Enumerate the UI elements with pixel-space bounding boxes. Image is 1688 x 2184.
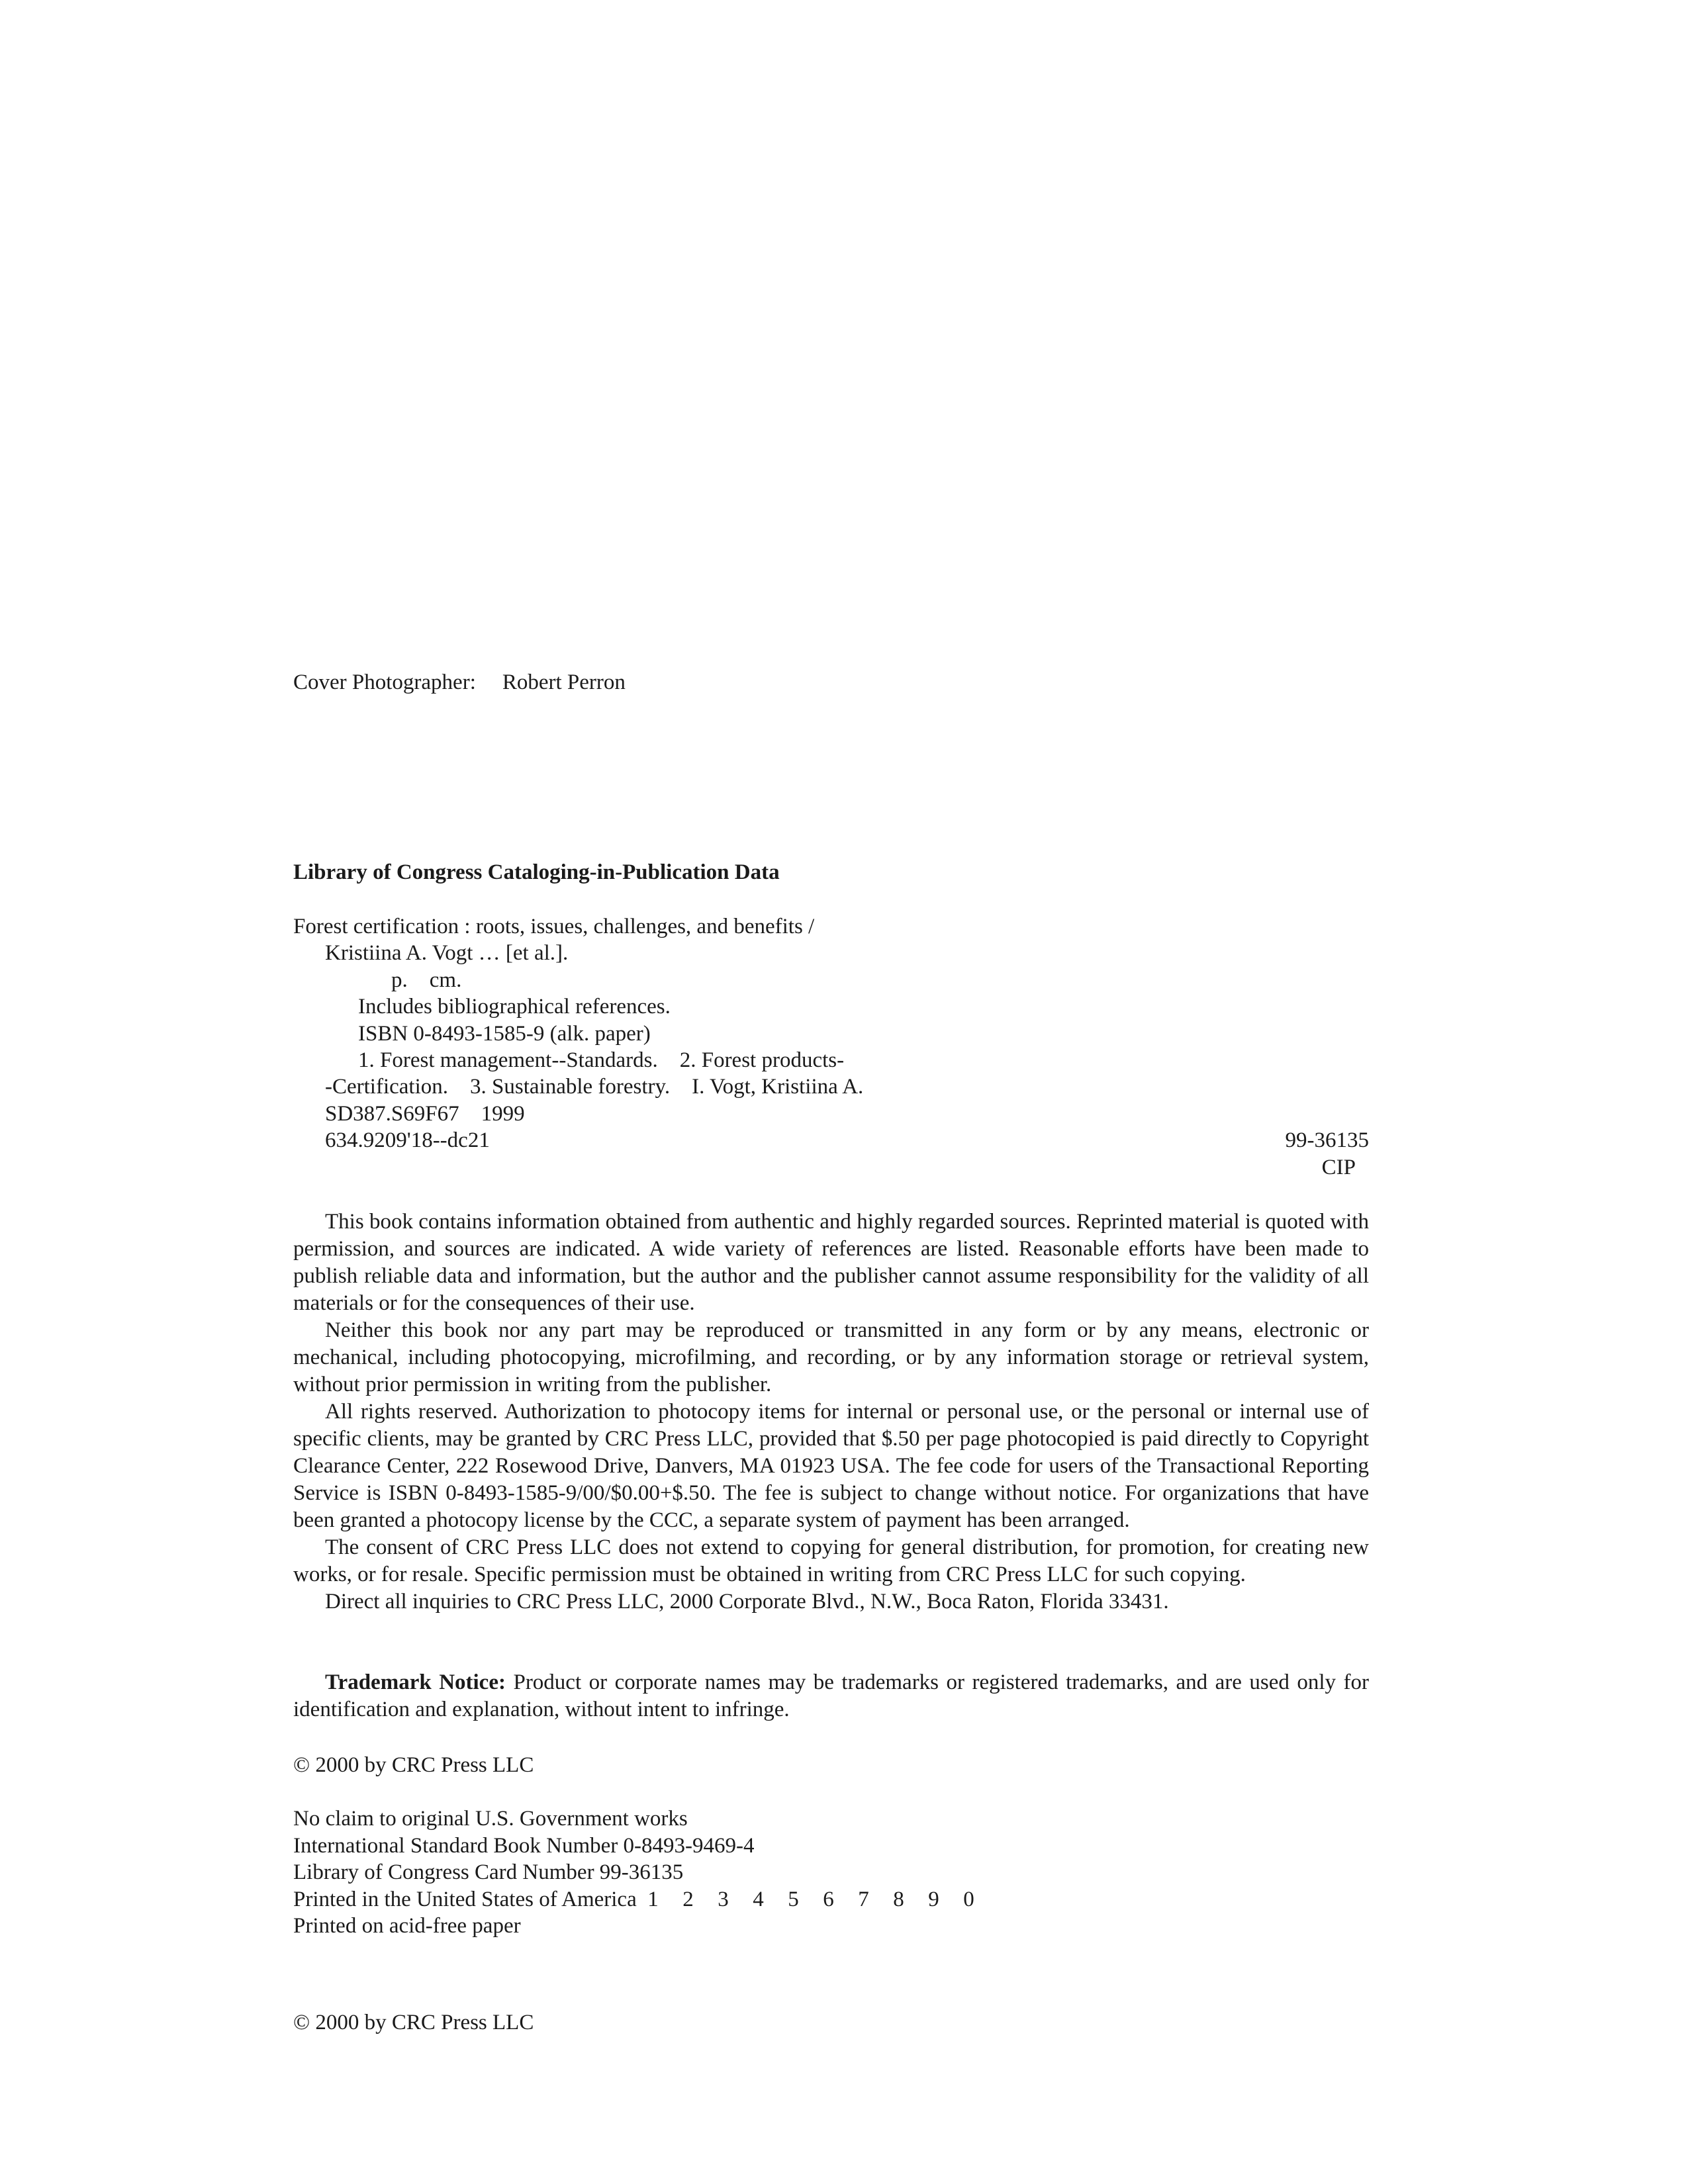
copyright-line: © 2000 by CRC Press LLC bbox=[293, 1753, 534, 1777]
isbn-line: International Standard Book Number 0-8493-9469-4 bbox=[293, 1834, 755, 1858]
cip-tag: CIP bbox=[1321, 1156, 1356, 1179]
printed-in-line bbox=[293, 1886, 974, 1913]
lccn-line: Library of Congress Card Number 99-36135 bbox=[293, 1860, 684, 1884]
paragraph-sources: This book contains information obtained from authentic and highly regarded sources. Reprinted material is quoted with permission, and sources are indicated. A wide variety of references are listed. Reasonable efforts have been made to publish reliable data and information, but the author and the publisher cannot assume responsibility for the validity of all materials or for the consequences of their use. bbox=[293, 1210, 1369, 1315]
cip-subjects-line-2: -Certification. 3. Sustainable forestry. I. Vogt, Kristiina A. bbox=[325, 1075, 864, 1099]
cover-photographer-line bbox=[293, 668, 626, 696]
cip-title-line: Forest certification : roots, issues, challenges, and benefits / bbox=[293, 915, 815, 938]
cip-isbn-line: ISBN 0-8493-1585-9 (alk. paper) bbox=[358, 1022, 651, 1046]
trademark-notice bbox=[293, 1669, 1369, 1723]
cover-photographer-name: Robert Perron bbox=[502, 670, 626, 694]
cip-heading: Library of Congress Cataloging-in-Publication Data bbox=[293, 860, 780, 884]
cip-lccn: 99-36135 bbox=[1285, 1128, 1369, 1152]
paragraph-inquiries: Direct all inquiries to CRC Press LLC, 2000 Corporate Blvd., N.W., Boca Raton, Florida 33431. bbox=[325, 1590, 1169, 1614]
cip-biblio-line: Includes bibliographical references. bbox=[358, 995, 671, 1019]
paragraph-consent: The consent of CRC Press LLC does not extend to copying for general distribution, for promotion, for creating new works, or for resale. Specific permission must be obtained in writing from CRC Press LLC for such copying. bbox=[293, 1535, 1369, 1586]
cover-photographer-label: Cover Photographer: bbox=[293, 670, 476, 694]
trademark-text: Product or corporate names may be trademarks or registered trademarks, and are used only for identification and explanation, without intent to infringe. bbox=[293, 1670, 1369, 1721]
trademark-label: Trademark Notice: bbox=[325, 1670, 506, 1694]
trademark-paragraph bbox=[293, 1669, 1369, 1723]
cip-subjects-line-1: 1. Forest management--Standards. 2. Forest products- bbox=[358, 1048, 845, 1072]
cip-author-line: Kristiina A. Vogt … [et al.]. bbox=[325, 941, 569, 965]
cip-call-number: SD387.S69F67 1999 bbox=[325, 1102, 525, 1126]
gov-works-line: No claim to original U.S. Government works bbox=[293, 1807, 688, 1831]
footer-copyright: © 2000 by CRC Press LLC bbox=[293, 2011, 534, 2034]
paragraph-reproduction: Neither this book nor any part may be reproduced or transmitted in any form or by any means, electronic or mechanical, including photocopying, microfilming, and recording, or by any information storage or retrieval system, without prior permission in writing from the publisher. bbox=[293, 1318, 1369, 1396]
cip-pages-line: p. cm. bbox=[391, 968, 462, 992]
printed-in-label: Printed in the United States of America bbox=[293, 1888, 637, 1911]
rights-paragraphs bbox=[293, 1208, 1369, 1615]
print-run-digits: 1 2 3 4 5 6 7 8 9 0 bbox=[647, 1888, 974, 1911]
paragraph-authorization: All rights reserved. Authorization to photocopy items for internal or personal use, or the personal or internal use of specific clients, may be granted by CRC Press LLC, provided that $.50 per page photocopied is paid directly to Copyright Clearance Center, 222 Rosewood Drive, Danvers, MA 01923 USA. The fee code for users of the Transactional Reporting Service is ISBN 0-8493-1585-9/00/$0.00+$.50. The fee is subject to change without notice. For organizations that have been granted a photocopy license by the CCC, a separate system of payment has been arranged. bbox=[293, 1400, 1369, 1532]
cip-dewey: 634.9209'18--dc21 bbox=[325, 1128, 490, 1152]
acid-free-line: Printed on acid-free paper bbox=[293, 1914, 521, 1938]
